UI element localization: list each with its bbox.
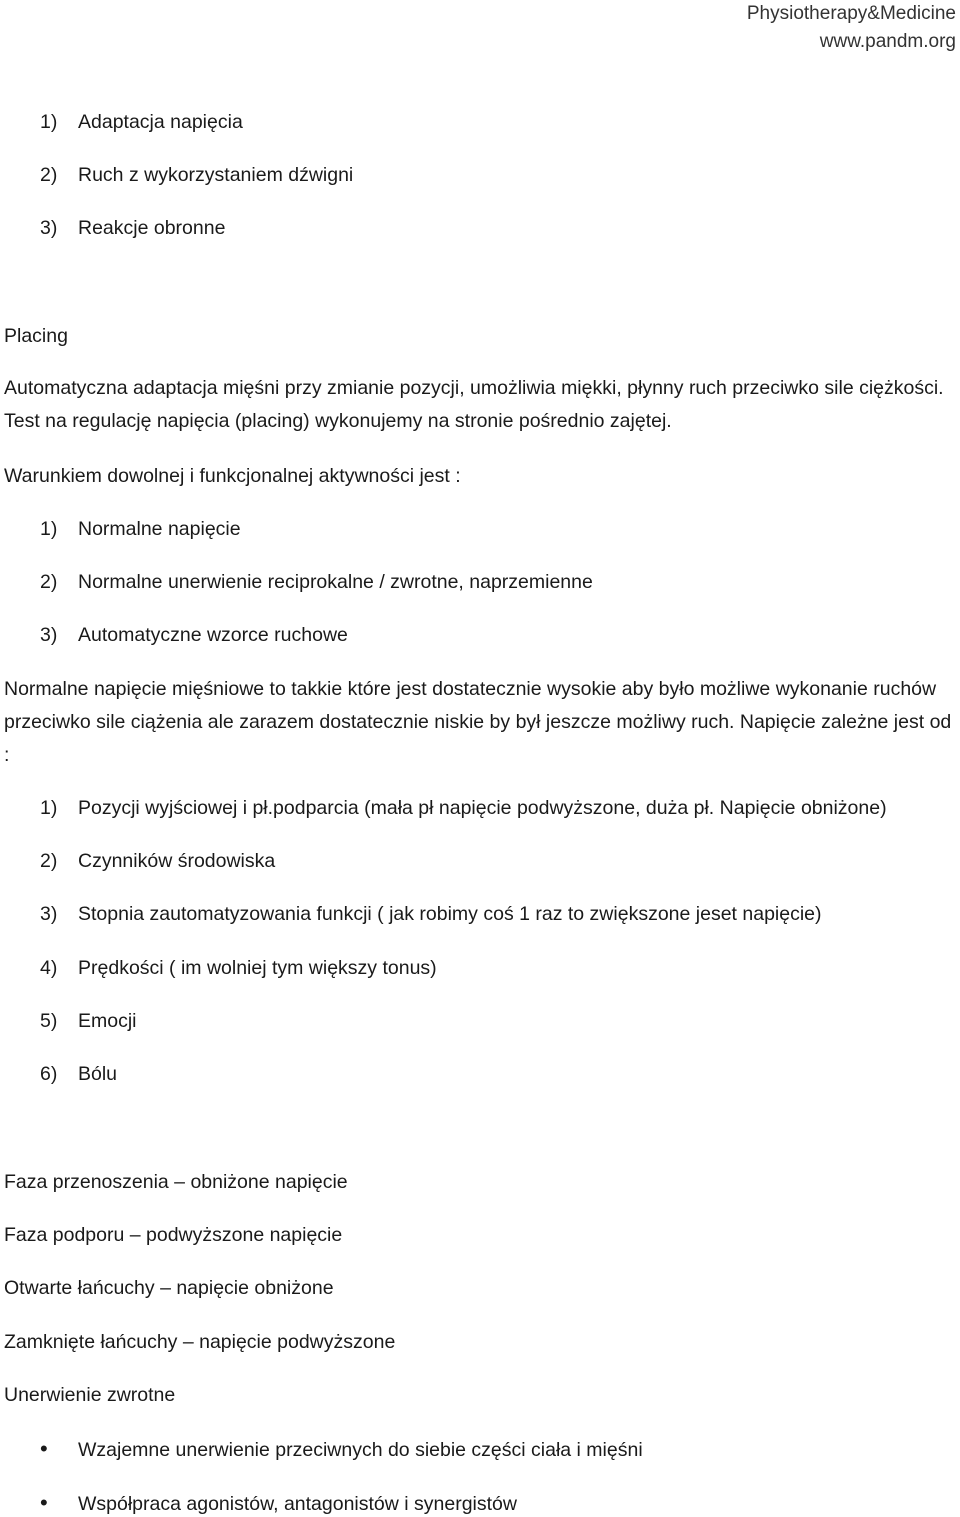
list-item-text: Prędkości ( im wolniej tym większy tonus) bbox=[78, 957, 437, 979]
list-item-number: 5) bbox=[40, 1010, 58, 1032]
list-item bbox=[40, 1008, 137, 1034]
list-item-text: Ruch z wykorzystaniem dźwigni bbox=[78, 164, 354, 186]
list-item-text: Stopnia zautomatyzowania funkcji ( jak robimy coś 1 raz to zwiększone jeset napięcie) bbox=[78, 903, 822, 925]
bullet-text: Współpraca agonistów, antagonistów i synergistów bbox=[78, 1493, 517, 1515]
list-item bbox=[40, 162, 353, 188]
placing-heading: Placing bbox=[4, 325, 68, 347]
placing-paragraph: Automatyczna adaptacja mięśni przy zmianie pozycji, umożliwia miękki, płynny ruch przeciwko sile ciężkości. Test na regulację napięcia (placing) wykonujemy na stronie pośrednio zajętej. bbox=[4, 377, 944, 432]
header-url: www.pandm.org bbox=[819, 31, 956, 52]
list-item-number: 4) bbox=[40, 957, 58, 979]
bullet-icon: • bbox=[40, 1436, 48, 1461]
list-item-text: Emocji bbox=[78, 1010, 137, 1032]
list-item-number: 3) bbox=[40, 624, 58, 646]
phase-line: Faza podporu – podwyższone napięcie bbox=[4, 1224, 343, 1246]
condition-heading: Warunkiem dowolnej i funkcjonalnej aktywności jest : bbox=[4, 465, 461, 487]
page-header bbox=[747, 0, 956, 56]
list-item-number: 1) bbox=[40, 518, 58, 540]
phase-line: Otwarte łańcuchy – napięcie obniżone bbox=[4, 1277, 334, 1299]
list-item bbox=[40, 901, 822, 927]
list-item-number: 1) bbox=[40, 797, 58, 819]
list-item-text: Automatyczne wzorce ruchowe bbox=[78, 624, 348, 646]
list-item-number: 2) bbox=[40, 571, 58, 593]
phase-line: Zamknięte łańcuchy – napięcie podwyższone bbox=[4, 1331, 396, 1353]
list-item bbox=[40, 955, 437, 981]
list-item-number: 3) bbox=[40, 217, 58, 239]
list-item-text: Czynników środowiska bbox=[78, 850, 276, 872]
list-item-number: 2) bbox=[40, 164, 58, 186]
list-item bbox=[40, 795, 887, 821]
list-item-number: 2) bbox=[40, 850, 58, 872]
bullet-item bbox=[40, 1436, 643, 1463]
list-item bbox=[40, 516, 241, 542]
list-item-number: 3) bbox=[40, 903, 58, 925]
section-heading: Unerwienie zwrotne bbox=[4, 1384, 176, 1406]
bullet-icon: • bbox=[40, 1490, 48, 1515]
list-item bbox=[40, 622, 348, 648]
list-item-number: 6) bbox=[40, 1063, 58, 1085]
list-item bbox=[40, 215, 225, 241]
list-item bbox=[40, 569, 593, 595]
list-item-text: Adaptacja napięcia bbox=[78, 111, 243, 133]
list-item bbox=[40, 109, 243, 135]
bullet-text: Wzajemne unerwienie przeciwnych do siebie części ciała i mięśni bbox=[78, 1439, 643, 1461]
list-item-text: Reakcje obronne bbox=[78, 217, 226, 239]
tension-paragraph: Normalne napięcie mięśniowe to takkie które jest dostatecznie wysokie aby było możliwe wykonanie ruchów przeciwko sile ciążenia ale zarazem dostatecznie niskie by był jeszcze możliwy ruch. Napięcie zależne jest od : bbox=[4, 678, 952, 766]
bullet-item bbox=[40, 1490, 517, 1517]
list-item-text: Pozycji wyjściowej i pł.podparcia (mała pł napięcie podwyższone, duża pł. Napięcie obniżone) bbox=[78, 797, 887, 819]
header-site-name: Physiotherapy&Medicine bbox=[746, 3, 956, 24]
phase-line: Faza przenoszenia – obniżone napięcie bbox=[4, 1171, 348, 1193]
list-item-text: Normalne unerwienie reciprokalne / zwrotne, naprzemienne bbox=[78, 571, 593, 593]
list-item bbox=[40, 1061, 117, 1087]
list-item-text: Normalne napięcie bbox=[78, 518, 241, 540]
list-item-number: 1) bbox=[40, 111, 58, 133]
list-item-text: Bólu bbox=[78, 1063, 118, 1085]
list-item bbox=[40, 848, 275, 874]
